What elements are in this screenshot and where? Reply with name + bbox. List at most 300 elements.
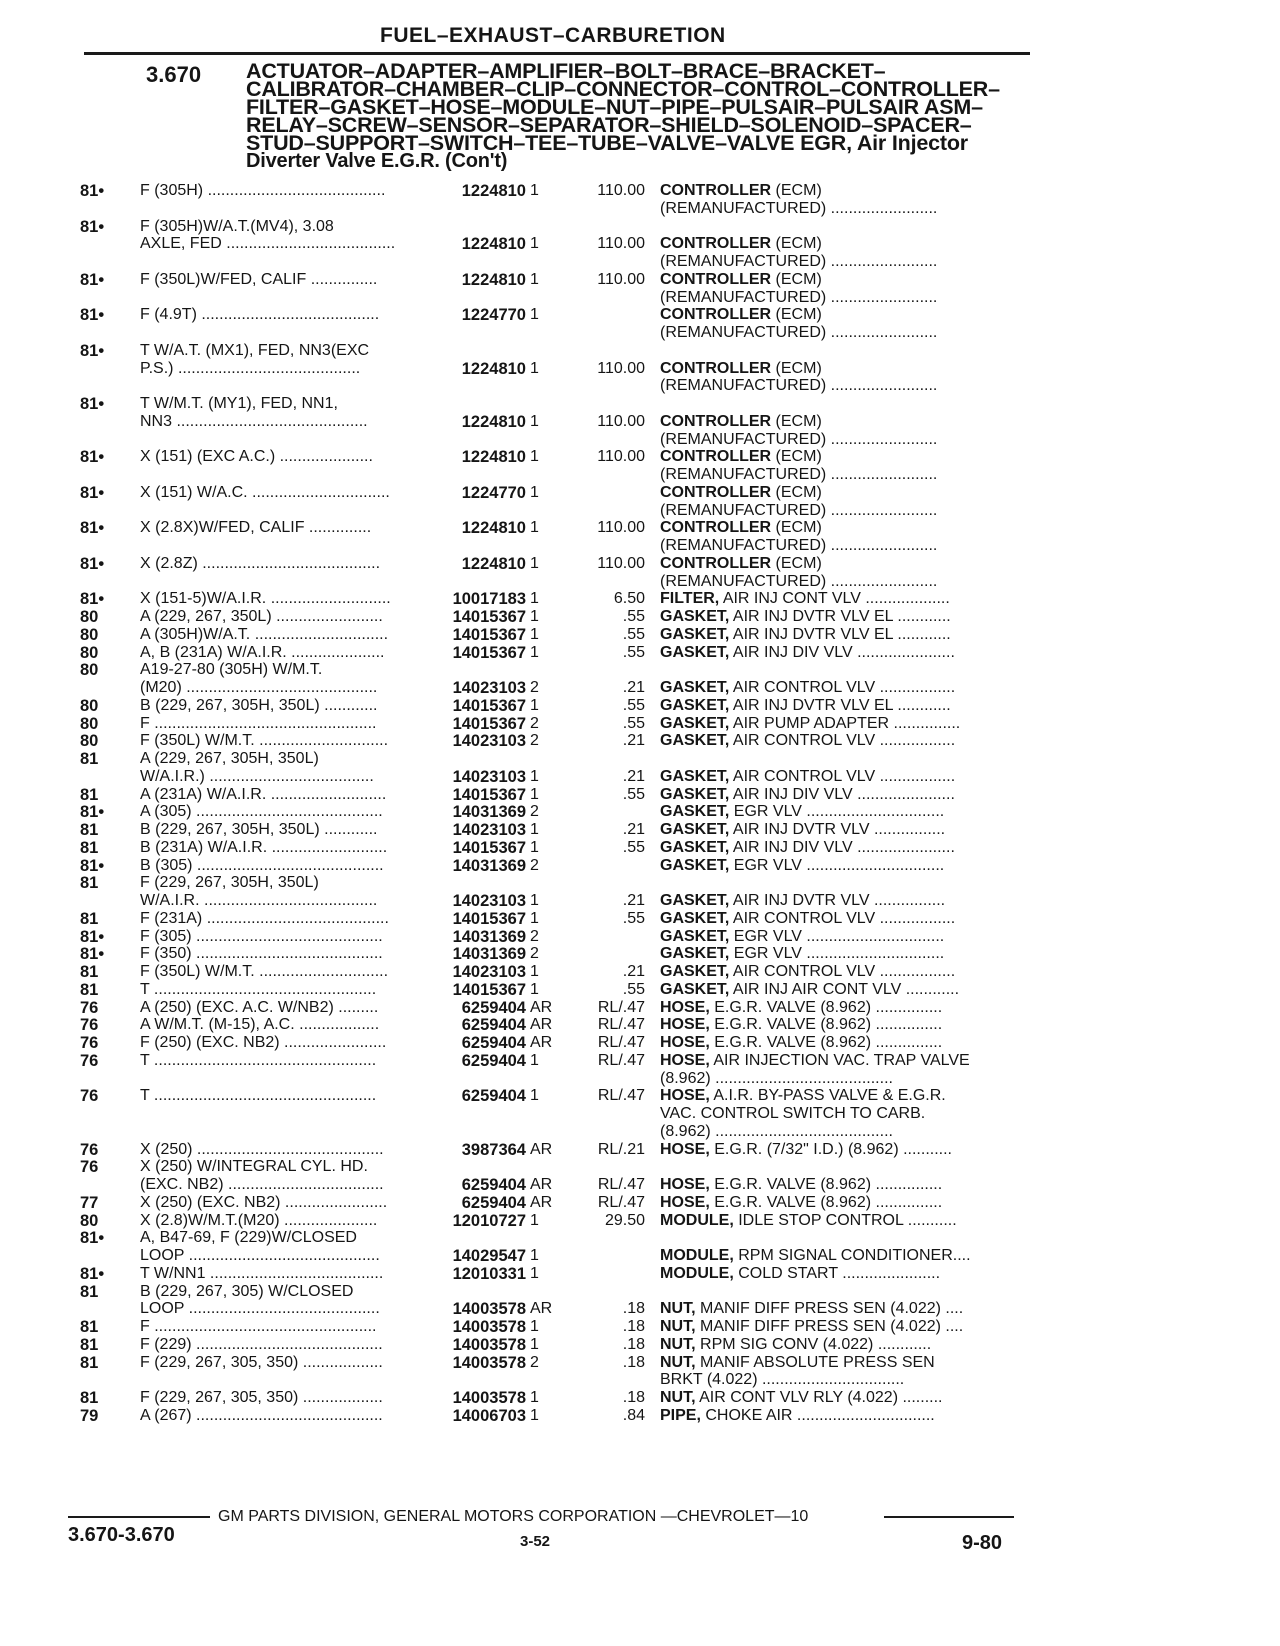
part-number: 14003578 (452, 1318, 526, 1336)
quantity: 1 (530, 306, 539, 324)
description-detail: (REMANUFACTURED) ........................ (660, 324, 938, 341)
quantity: AR (530, 1193, 553, 1211)
part-number: 6259404 (461, 998, 526, 1017)
part-number: 14023103 (452, 767, 526, 786)
description (660, 626, 1030, 644)
quantity: 1 (530, 963, 539, 980)
price: .55 (622, 696, 645, 714)
quantity: 2 (530, 732, 539, 750)
section-heading-line: RELAY–SCREW–SENSOR–SEPARATOR–SHIELD–SOLENOID–SPACER– (246, 113, 972, 137)
description-detail: (REMANUFACTURED) ........................ (660, 288, 938, 306)
description-detail: MANIF DIFF PRESS SEN (4.022) .... (695, 1318, 964, 1335)
description (660, 1123, 1030, 1141)
description-noun: FILTER, (660, 590, 720, 608)
description (660, 803, 1030, 821)
footer-page-number: 3-52 (520, 1533, 551, 1550)
description-noun: GASKET, (660, 803, 730, 821)
price: 110.00 (597, 270, 645, 288)
description (660, 555, 1030, 573)
illustration-number: 81 (80, 874, 99, 893)
quantity: 2 (530, 679, 539, 696)
illustration-number: 76 (80, 1087, 99, 1106)
price: .55 (622, 909, 645, 927)
part-number: 14015367 (452, 785, 526, 804)
description-noun: HOSE, (660, 1176, 710, 1193)
description (660, 1052, 1030, 1070)
part-number: 1224810 (461, 448, 526, 467)
application: T .................................................. (140, 1051, 377, 1069)
price: .55 (622, 625, 645, 643)
description (660, 431, 1030, 449)
application: T W/M.T. (MY1), FED, NN1, (140, 395, 338, 412)
quantity: 1 (530, 838, 539, 856)
illustration-number: 76 (80, 1051, 99, 1070)
application: LOOP ........................................... (140, 1300, 380, 1318)
application: A (305) .......................................... (140, 803, 383, 821)
description-noun: GASKET, (660, 679, 730, 696)
description-noun: CONTROLLER (660, 448, 772, 466)
illustration-number: 81• (80, 1264, 105, 1283)
description (660, 1265, 1030, 1283)
illustration-number: 81 (80, 909, 99, 928)
description-detail: AIR INJ DVTR VLV ................ (729, 892, 946, 909)
part-number: 14023103 (452, 821, 526, 839)
illustration-number: 81 (80, 1335, 99, 1354)
illustration-number: 81• (80, 554, 105, 573)
description-detail: RPM SIG CONV (4.022) ............ (695, 1335, 932, 1353)
illustration-number: 76 (80, 1034, 99, 1052)
illustration-number: 80 (80, 661, 99, 680)
price: RL/.47 (597, 1193, 645, 1211)
application: A (229, 267, 350L) ........................ (140, 608, 383, 625)
application: NN3 ........................................... (140, 412, 368, 430)
quantity: AR (530, 1016, 553, 1034)
description-noun: MODULE, (660, 1247, 734, 1264)
quantity: 1 (530, 892, 539, 909)
page-title: FUEL–EXHAUST–CARBURETION (380, 24, 726, 47)
part-number: 1224770 (461, 483, 526, 502)
quantity: 1 (530, 643, 539, 661)
description-detail: AIR CONT VLV RLY (4.022) ......... (695, 1389, 943, 1406)
description-detail: AIR INJ DIV VLV ...................... (729, 643, 955, 661)
description-noun: GASKET, (660, 714, 730, 732)
illustration-number: 81• (80, 856, 105, 875)
description-noun: GASKET, (660, 892, 730, 909)
description-noun: CONTROLLER (660, 270, 772, 288)
description-noun: GASKET, (660, 821, 730, 838)
part-number: 1224810 (461, 359, 526, 378)
quantity: AR (530, 1140, 553, 1158)
description-noun: GASKET, (660, 980, 730, 998)
application: P.S.) ......................................... (140, 359, 361, 377)
illustration-number: 80 (80, 625, 99, 644)
description (660, 821, 1030, 839)
application: F (250) (EXC. NB2) ....................... (140, 1034, 387, 1051)
description (660, 1371, 1030, 1389)
application: A, B (231A) W/A.I.R. ..................... (140, 643, 385, 661)
quantity: 1 (530, 1335, 539, 1353)
part-number: 3987364 (461, 1140, 526, 1159)
quantity: 1 (530, 1318, 539, 1335)
illustration-number: 80 (80, 696, 99, 715)
quantity: 1 (530, 412, 539, 430)
description (660, 1070, 1030, 1088)
description-detail: AIR CONTROL VLV ................. (729, 732, 956, 750)
description-detail: BRKT (4.022) ................................ (660, 1371, 905, 1389)
part-number: 14015367 (452, 625, 526, 644)
description-detail: (ECM) (771, 483, 822, 501)
description (660, 466, 1030, 484)
description (660, 1105, 1030, 1123)
description-detail: AIR CONTROL VLV ................. (729, 963, 956, 980)
description-detail: AIR INJ DVTR VLV ................ (729, 821, 946, 838)
description-detail: E.G.R. VALVE (8.962) ............... (709, 998, 943, 1016)
price: .55 (622, 608, 645, 625)
section-heading-line: FILTER–GASKET–HOSE–MODULE–NUT–PIPE–PULSAIR–PULSAIR ASM– (246, 95, 983, 119)
description-noun: NUT, (660, 1300, 696, 1318)
description-noun: PIPE, (660, 1406, 701, 1424)
description (660, 1300, 1030, 1318)
description-detail: MANIF ABSOLUTE PRESS SEN (695, 1353, 935, 1371)
application: LOOP ........................................... (140, 1247, 380, 1264)
illustration-number: 80 (80, 608, 99, 626)
application: F (229) .......................................... (140, 1335, 383, 1353)
quantity: 1 (530, 1264, 539, 1282)
description-detail: (ECM) (771, 306, 822, 324)
price: 110.00 (597, 519, 645, 537)
description-detail: (ECM) (771, 359, 822, 377)
description-detail: CHOKE AIR ............................... (700, 1406, 935, 1424)
description-detail: AIR CONTROL VLV ................. (729, 909, 956, 927)
section-code: 3.670 (146, 62, 202, 87)
description-noun: GASKET, (660, 856, 730, 874)
illustration-number: 81• (80, 590, 105, 609)
price: .55 (622, 980, 645, 998)
description-noun: GASKET, (660, 927, 730, 945)
description-detail: (REMANUFACTURED) ........................ (660, 466, 938, 483)
description (660, 608, 1030, 626)
description-noun: HOSE, (660, 1193, 710, 1211)
description-noun: NUT, (660, 1353, 696, 1371)
application: A, B47-69, F (229)W/CLOSED (140, 1229, 357, 1247)
footer-rule-left (68, 1516, 210, 1518)
quantity: 2 (530, 927, 539, 945)
part-number: 14003578 (452, 1353, 526, 1372)
part-number: 14031369 (452, 803, 526, 822)
application: F (305) .......................................... (140, 927, 383, 945)
price: .18 (622, 1353, 645, 1371)
price: .21 (622, 679, 645, 696)
part-number: 14023103 (452, 963, 526, 981)
price: .18 (622, 1335, 645, 1353)
application: B (305) .......................................... (140, 856, 384, 874)
part-number: 6259404 (461, 1193, 526, 1212)
description (660, 892, 1030, 910)
description-detail: (ECM) (771, 448, 822, 466)
description (660, 1354, 1030, 1372)
description (660, 1176, 1030, 1194)
application: AXLE, FED ...................................... (140, 235, 396, 253)
part-number: 14015367 (452, 909, 526, 928)
description-detail: EGR VLV ............................... (729, 927, 945, 945)
description-detail: (REMANUFACTURED) ........................ (660, 572, 938, 590)
description-detail: (REMANUFACTURED) ........................ (660, 377, 938, 395)
illustration-number: 81• (80, 483, 105, 502)
application: F (229, 267, 305, 350) .................. (140, 1389, 383, 1406)
description-detail: (8.962) ........................................ (660, 1122, 893, 1140)
application: W/A.I.R.) ..................................... (140, 767, 374, 785)
application: F (350) .......................................... (140, 945, 383, 963)
price: 110.00 (597, 412, 645, 430)
description-noun: NUT, (660, 1389, 696, 1406)
table-row (0, 1407, 1280, 1427)
description-detail: AIR INJ DIV VLV ...................... (729, 785, 955, 803)
illustration-number: 81• (80, 306, 105, 325)
price: .21 (622, 963, 645, 980)
price: .55 (622, 785, 645, 803)
description (660, 1194, 1030, 1212)
description (660, 360, 1030, 378)
quantity: 2 (530, 856, 539, 874)
description-noun: GASKET, (660, 945, 730, 963)
part-number: 14015367 (452, 608, 526, 626)
part-number: 6259404 (461, 1051, 526, 1070)
application: A W/M.T. (M-15), A.C. .................. (140, 1016, 380, 1034)
description-noun: MODULE, (660, 1211, 734, 1229)
description-detail: RPM SIGNAL CONDITIONER.... (733, 1247, 971, 1264)
part-number: 14006703 (452, 1406, 526, 1425)
description-detail: A.I.R. BY-PASS VALVE & E.G.R. (709, 1087, 946, 1105)
quantity: 1 (530, 1087, 539, 1105)
illustration-number: 81• (80, 395, 105, 413)
description-detail: COLD START ...................... (733, 1264, 941, 1282)
application: A19-27-80 (305H) W/M.T. (140, 661, 323, 679)
application: A (305H)W/A.T. .............................. (140, 625, 389, 643)
description-noun: NUT, (660, 1335, 696, 1353)
description-detail: AIR INJECTION VAC. TRAP VALVE (709, 1051, 970, 1069)
description (660, 484, 1030, 502)
application: F .................................................. (140, 1318, 377, 1335)
quantity: AR (530, 1300, 553, 1318)
description-detail: (ECM) (771, 270, 822, 288)
quantity: 1 (530, 767, 539, 785)
price: 110.00 (597, 235, 645, 253)
quantity: 1 (530, 821, 539, 838)
quantity: 1 (530, 608, 539, 625)
application: F .................................................. (140, 714, 377, 732)
part-number: 14029547 (452, 1247, 526, 1265)
price: RL/.47 (597, 998, 645, 1016)
footer-date: 9-80 (962, 1532, 1003, 1554)
quantity: 1 (530, 1247, 539, 1264)
quantity: 1 (530, 980, 539, 998)
price: .55 (622, 643, 645, 661)
description-detail: (ECM) (771, 412, 822, 430)
application: X (250) .......................................... (140, 1140, 384, 1158)
part-number: 6259404 (461, 1034, 526, 1052)
description-detail: (ECM) (771, 235, 822, 253)
description (660, 377, 1030, 395)
part-number: 14023103 (452, 679, 526, 697)
quantity: 1 (530, 519, 539, 537)
description (660, 732, 1030, 750)
description-detail: E.G.R. (7/32" I.D.) (8.962) ........... (709, 1140, 952, 1158)
quantity: 1 (530, 235, 539, 253)
part-number: 6259404 (461, 1016, 526, 1035)
part-number: 14015367 (452, 714, 526, 733)
description-detail: (8.962) ........................................ (660, 1069, 893, 1087)
description-detail: E.G.R. VALVE (8.962) ............... (709, 1034, 943, 1051)
description-detail: AIR INJ AIR CONT VLV ............ (729, 980, 960, 998)
application: F (4.9T) ........................................ (140, 306, 380, 324)
quantity: 1 (530, 483, 539, 501)
description (660, 715, 1030, 733)
part-number: 1224810 (461, 270, 526, 289)
description (660, 590, 1030, 608)
application: T W/NN1 ....................................... (140, 1264, 384, 1282)
application: B (229, 267, 305H, 350L) ............ (140, 821, 378, 838)
part-number: 1224810 (461, 412, 526, 431)
quantity: 1 (530, 182, 539, 199)
part-number: 6259404 (461, 1176, 526, 1194)
description (660, 448, 1030, 466)
footer-credit: GM PARTS DIVISION, GENERAL MOTORS CORPORATION —CHEVROLET—10 (218, 1508, 809, 1525)
description-detail: (REMANUFACTURED) ........................ (660, 253, 938, 270)
part-number: 14015367 (452, 696, 526, 715)
description-noun: CONTROLLER (660, 412, 772, 430)
price: .84 (622, 1406, 645, 1424)
application: A (250) (EXC. A.C. W/NB2) ......... (140, 998, 379, 1016)
part-number: 1224810 (461, 235, 526, 254)
quantity: AR (530, 998, 553, 1016)
description-detail: E.G.R. VALVE (8.962) ............... (709, 1176, 943, 1193)
illustration-number: 80 (80, 714, 99, 733)
application: B (231A) W/A.I.R. .......................... (140, 838, 388, 856)
description-noun: NUT, (660, 1318, 696, 1335)
description-detail: AIR INJ CONT VLV ................... (719, 590, 950, 608)
application: X (151) (EXC A.C.) ..................... (140, 448, 373, 466)
description-noun: HOSE, (660, 1051, 710, 1069)
illustration-number: 80 (80, 643, 99, 662)
description (660, 306, 1030, 324)
quantity: 1 (530, 1211, 539, 1229)
description (660, 697, 1030, 715)
footer-section-range: 3.670-3.670 (68, 1524, 175, 1546)
description-noun: HOSE, (660, 1140, 710, 1158)
price: 110.00 (597, 182, 645, 199)
application: F (305H) ........................................ (140, 182, 386, 199)
description (660, 1336, 1030, 1354)
illustration-number: 81• (80, 217, 105, 236)
description-noun: GASKET, (660, 838, 730, 856)
application: F (305H)W/A.T.(MV4), 3.08 (140, 217, 334, 235)
price: 110.00 (597, 359, 645, 377)
quantity: 1 (530, 909, 539, 927)
description-detail: AIR INJ DVTR VLV EL ............ (729, 625, 951, 643)
description (660, 786, 1030, 804)
section-heading-line: STUD–SUPPORT–SWITCH–TEE–TUBE–VALVE–VALVE EGR, Air Injector (246, 131, 968, 155)
part-number: 14015367 (452, 838, 526, 857)
description (660, 768, 1030, 786)
part-number: 14031369 (452, 856, 526, 875)
description (660, 963, 1030, 981)
illustration-number: 81• (80, 1229, 105, 1248)
quantity: 2 (530, 945, 539, 963)
description (660, 253, 1030, 271)
quantity: 1 (530, 1389, 539, 1406)
description-detail: AIR CONTROL VLV ................. (729, 767, 956, 785)
part-number: 14015367 (452, 643, 526, 662)
footer-rule-right (884, 1516, 1014, 1518)
price: RL/.47 (597, 1051, 645, 1069)
quantity: 1 (530, 590, 539, 608)
quantity: AR (530, 1034, 553, 1051)
illustration-number: 81 (80, 1353, 99, 1372)
description-noun: GASKET, (660, 732, 730, 750)
description-noun: HOSE, (660, 1016, 710, 1034)
description (660, 537, 1030, 555)
description-detail: EGR VLV ............................... (729, 856, 945, 874)
application: X (250) W/INTEGRAL CYL. HD. (140, 1158, 368, 1176)
description-noun: GASKET, (660, 963, 730, 980)
illustration-number: 81 (80, 1282, 99, 1301)
description-noun: CONTROLLER (660, 182, 772, 199)
part-number: 14003578 (452, 1300, 526, 1319)
description (660, 999, 1030, 1017)
description-detail: AIR CONTROL VLV ................. (729, 679, 956, 696)
illustration-number: 81• (80, 945, 105, 964)
application: (EXC. NB2) ................................... (140, 1176, 384, 1193)
illustration-number: 81• (80, 182, 105, 200)
description (660, 235, 1030, 253)
description-detail: EGR VLV ............................... (729, 945, 945, 963)
part-number: 1224770 (461, 306, 526, 325)
price: 6.50 (613, 590, 645, 608)
price: .21 (622, 892, 645, 909)
description (660, 857, 1030, 875)
part-number: 6259404 (461, 1087, 526, 1106)
description-detail: (REMANUFACTURED) ........................ (660, 501, 938, 519)
application: A (267) .......................................... (140, 1406, 383, 1424)
price: .55 (622, 714, 645, 732)
illustration-number: 81• (80, 270, 105, 289)
section-heading-line: Diverter Valve E.G.R. (Con't) (246, 150, 508, 172)
illustration-number: 81• (80, 448, 105, 467)
description (660, 1212, 1030, 1230)
application: X (151-5)W/A.I.R. ........................... (140, 590, 391, 608)
description (660, 1141, 1030, 1159)
description (660, 928, 1030, 946)
description (660, 1034, 1030, 1052)
description (660, 679, 1030, 697)
description (660, 1407, 1030, 1425)
illustration-number: 77 (80, 1193, 99, 1212)
description-detail: (REMANUFACTURED) ........................ (660, 430, 938, 448)
application: X (151) W/A.C. ............................... (140, 483, 390, 501)
price: 110.00 (597, 554, 645, 572)
description (660, 1247, 1030, 1265)
price: .18 (622, 1318, 645, 1335)
description-noun: CONTROLLER (660, 235, 772, 253)
part-number: 1224810 (461, 519, 526, 538)
price: 29.50 (604, 1211, 645, 1229)
description (660, 289, 1030, 307)
illustration-number: 76 (80, 1158, 99, 1177)
illustration-number: 76 (80, 1016, 99, 1035)
illustration-number: 81• (80, 927, 105, 946)
description-detail: E.G.R. VALVE (8.962) ............... (709, 1193, 943, 1211)
illustration-number: 81 (80, 785, 99, 804)
